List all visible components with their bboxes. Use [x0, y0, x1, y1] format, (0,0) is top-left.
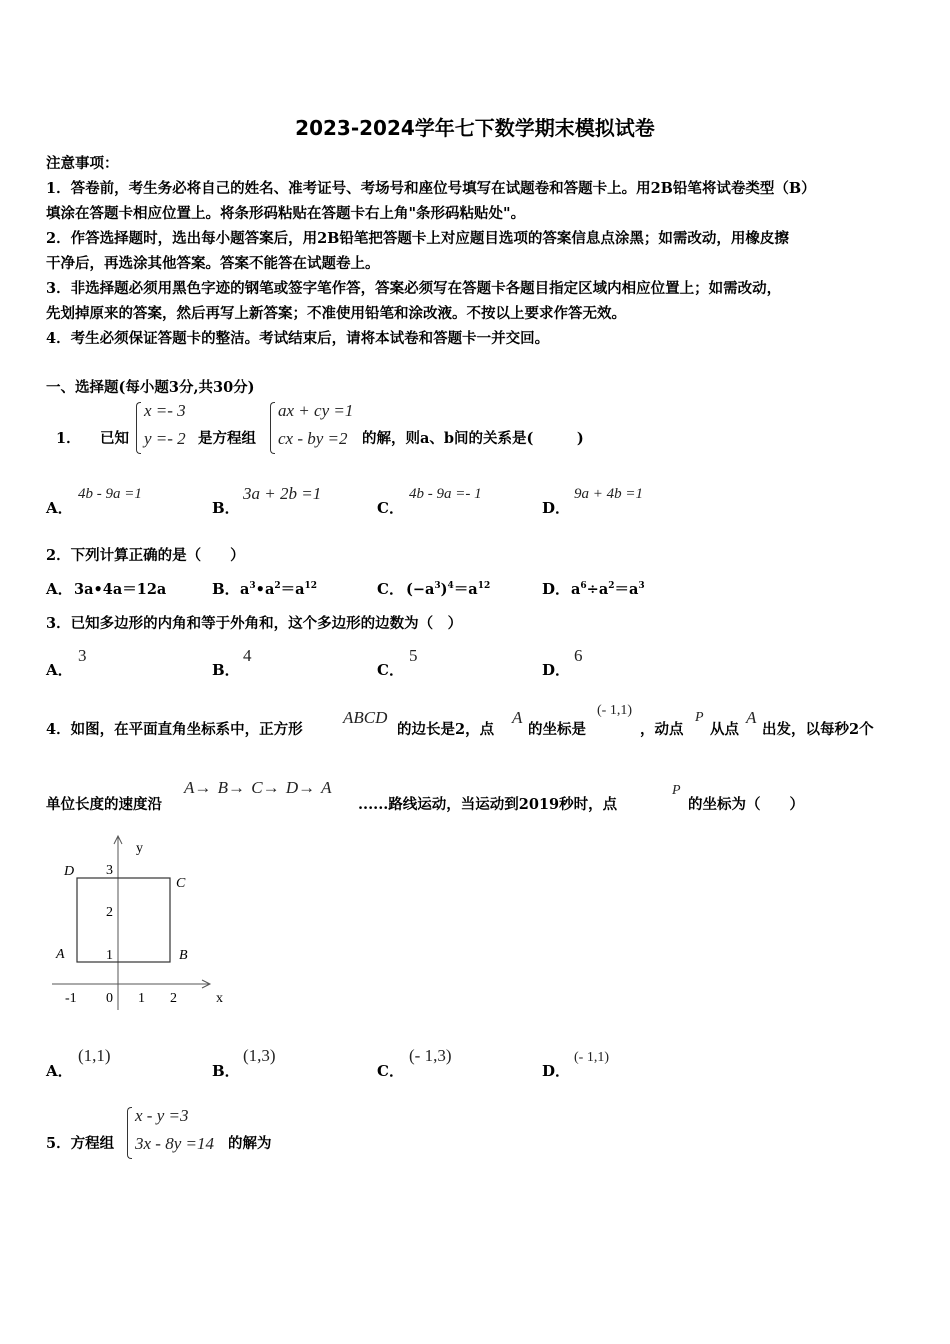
q4-text: 的边长是2，点 [397, 721, 495, 738]
math: ＝a [614, 581, 639, 598]
exponent: 3 [249, 581, 256, 592]
q3-stem: 3．已知多边形的内角和等于外角和，这个多边形的边数为（ ） [46, 615, 463, 632]
exponent: 12 [477, 581, 491, 592]
x-tick-label: 1 [138, 991, 145, 1006]
exponent: 12 [304, 581, 318, 592]
option-text: 5 [409, 646, 418, 665]
exponent: 3 [638, 581, 645, 592]
math: ABCD [343, 708, 388, 727]
math: A→ B→ C→ D→ A [184, 778, 332, 797]
math: ＝a [453, 581, 478, 598]
option-letter: D． [542, 1062, 571, 1080]
equation: 3x - 8y =14 [135, 1134, 214, 1153]
math: •a [255, 581, 275, 598]
x-tick-label: -1 [65, 991, 77, 1006]
square-figure [40, 830, 240, 1020]
option-text: 4b - 9a =- 1 [409, 486, 482, 502]
exponent: 2 [274, 581, 281, 592]
option-letter: A． [46, 499, 73, 517]
option-text: (- 1,3) [409, 1046, 452, 1065]
equation: cx - by =2 [278, 429, 348, 448]
option-text: 6 [574, 646, 583, 665]
notice-line: 填涂在答题卡相应位置上。将条形码粘贴在答题卡右上角"条形码粘贴处"。 [46, 205, 526, 222]
option-letter: C． [377, 499, 404, 517]
exponent: 6 [580, 581, 587, 592]
equation: x - y =3 [135, 1106, 189, 1125]
option-letter: A． [46, 661, 73, 679]
q5-text: 的解为 [228, 1135, 272, 1152]
notice-line: 2．作答选择题时，选出每小题答案后，用2B铅笔把答题卡上对应题目选项的答案信息点涂黑；如需改动，用橡皮擦 [46, 230, 789, 247]
math: (−a [406, 581, 435, 598]
brace-left [136, 402, 141, 454]
math: A [746, 708, 757, 727]
option-letter: B． [212, 1062, 240, 1080]
option-text: 4 [243, 646, 252, 665]
option-text: (- 1,1) [574, 1050, 609, 1065]
q4-text: 的坐标是 [528, 721, 586, 738]
exponent: 3 [434, 581, 441, 592]
brace-left [270, 402, 275, 454]
notice-heading: 注意事项： [46, 155, 119, 172]
option-text: (1,1) [78, 1046, 111, 1065]
equation: x =- 3 [144, 401, 186, 420]
option-text: 9a + 4b =1 [574, 486, 643, 502]
section-heading: 一、选择题(每小题3分,共30分) [46, 379, 255, 396]
vertex-label: C [176, 876, 186, 891]
q1-mid: 是方程组 [198, 430, 256, 447]
equation: ax + cy =1 [278, 401, 354, 420]
notice-line: 先划掉原来的答案，然后再写上新答案；不准使用铅笔和涂改液。不按以上要求作答无效。 [46, 305, 626, 322]
option-letter: B． [212, 580, 240, 598]
option-letter: D． [542, 499, 571, 517]
option-letter: D． [542, 661, 571, 679]
option-letter: A． [46, 580, 73, 598]
option-letter: C． [377, 580, 404, 598]
option-text: 3a•4a＝12a [74, 581, 167, 598]
brace-left [127, 1107, 132, 1159]
page-title: 2023-2024学年七下数学期末模拟试卷 [295, 116, 655, 140]
notice-line: 干净后，再选涂其他答案。答案不能答在试题卷上。 [46, 255, 380, 272]
vertex-label: D [64, 864, 75, 879]
option-text [571, 578, 645, 599]
q1-system-2 [278, 397, 353, 453]
notice-line: 4．考生必须保证答题卡的整洁。考试结束后，请将本试卷和答题卡一并交回。 [46, 330, 550, 347]
q4-text: 单位长度的速度沿 [46, 796, 162, 813]
x-tick-label: 0 [106, 991, 113, 1006]
axis-label: x [216, 991, 223, 1006]
option-text: 4b - 9a =1 [78, 486, 142, 502]
option-text: 3 [78, 646, 87, 665]
option-letter: C． [377, 1062, 404, 1080]
square-abcd [77, 878, 170, 962]
math: ) [440, 581, 448, 598]
math: P [695, 710, 704, 725]
exponent: 2 [608, 581, 615, 592]
q1-pre: 已知 [100, 430, 129, 447]
vertex-label: B [179, 948, 188, 963]
q5-system [135, 1102, 214, 1158]
q5-text: 5．方程组 [46, 1135, 115, 1152]
math: a [240, 581, 250, 598]
q1-number: 1． [56, 430, 81, 447]
option-text [240, 578, 317, 599]
y-tick-label: 2 [106, 905, 113, 920]
q1-system-1 [144, 397, 186, 453]
option-letter: C． [377, 661, 404, 679]
math: ＝a [280, 581, 305, 598]
option-letter: B． [212, 661, 240, 679]
q4-text: 从点 [710, 721, 739, 738]
option-text: (1,3) [243, 1046, 276, 1065]
y-tick-label: 3 [106, 863, 113, 878]
q4-text: 4．如图，在平面直角坐标系中，正方形 [46, 721, 303, 738]
option-text: 3a + 2b =1 [243, 484, 322, 503]
y-tick-label: 1 [106, 948, 113, 963]
equation: y =- 2 [144, 429, 186, 448]
q4-text: ，动点 [640, 721, 684, 738]
exponent: 4 [447, 581, 454, 592]
math: (- 1,1) [597, 703, 632, 718]
option-letter: B． [212, 499, 240, 517]
math: A [512, 708, 523, 727]
q4-text: ......路线运动，当运动到2019秒时，点 [358, 796, 618, 813]
math: ÷a [586, 581, 609, 598]
q1-post: 的解，则a、b间的关系是( ) [362, 430, 584, 447]
x-tick-label: 2 [170, 991, 177, 1006]
q4-text: 的坐标为（ ） [688, 796, 804, 813]
option-letter: A． [46, 1062, 73, 1080]
math: a [571, 581, 581, 598]
option-letter: D． [542, 580, 571, 598]
axis-label: y [136, 841, 143, 856]
q4-text: 出发，以每秒2个 [762, 721, 874, 738]
notice-line: 3．非选择题必须用黑色字迹的钢笔或签字笔作答，答案必须写在答题卡各题目指定区域内相应位置上；如需改动， [46, 280, 782, 297]
option-text [406, 578, 490, 599]
math: P [672, 783, 681, 798]
notice-line: 1．答卷前，考生务必将自己的姓名、准考证号、考场号和座位号填写在试题卷和答题卡上。用2B铅笔将试卷类型（B） [46, 180, 816, 197]
q2-stem: 2．下列计算正确的是（ ） [46, 547, 245, 564]
vertex-label: A [56, 947, 65, 962]
